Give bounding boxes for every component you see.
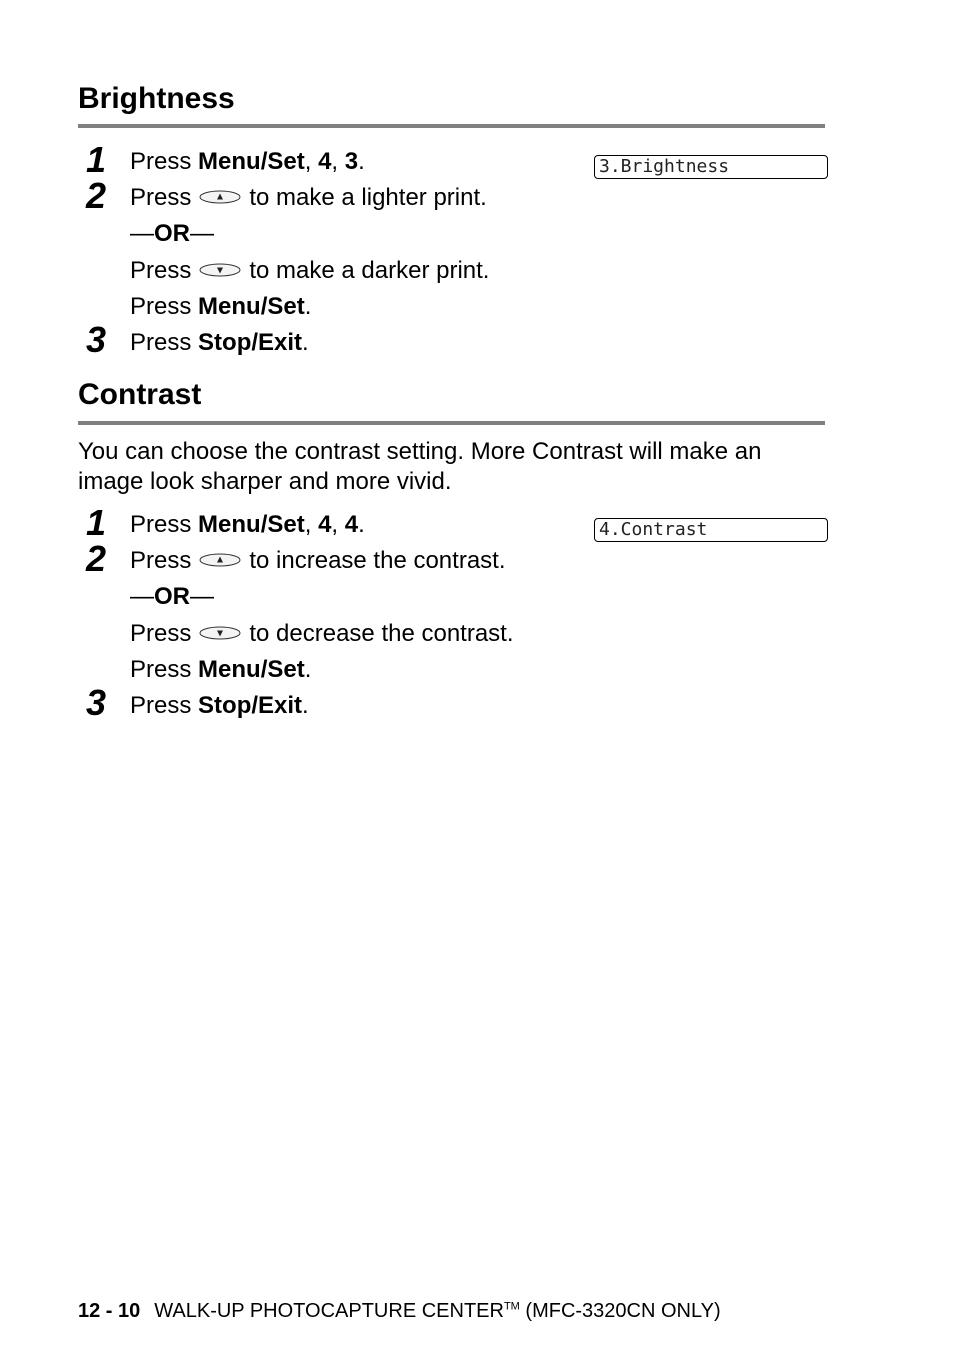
or-divider: —OR—: [130, 220, 214, 247]
footer-title: WALK-UP PHOTOCAPTURE CENTER: [154, 1300, 504, 1322]
step-number: 1: [86, 502, 107, 543]
up-arrow-key-icon: [199, 190, 241, 204]
step-3-text: Press Stop/Exit.: [130, 692, 309, 719]
step-number: 3: [86, 319, 107, 360]
step-2-confirm-text: Press Menu/Set.: [130, 656, 312, 683]
section-title-contrast: Contrast: [78, 378, 202, 411]
section-rule: [78, 421, 825, 425]
step-2-alt-text: Press to decrease the contrast.: [130, 620, 514, 647]
step-number: 1: [86, 139, 107, 180]
trademark-mark: TM: [503, 1300, 520, 1313]
down-arrow-key-icon: [199, 263, 241, 277]
contrast-intro-paragraph: You can choose the contrast setting. More Contrast will make an image look sharper and more vivid.: [78, 438, 762, 495]
step-2-alt-text: Press to make a darker print.: [130, 257, 490, 284]
section-rule: [78, 124, 825, 128]
lcd-display-brightness: 3.Brightness: [594, 155, 828, 179]
step-2-confirm-text: Press Menu/Set.: [130, 293, 312, 320]
step-1-text: Press Menu/Set, 4, 3.: [130, 148, 365, 175]
step-1-text: Press Menu/Set, 4, 4.: [130, 511, 365, 538]
step-2-text: Press to make a lighter print.: [130, 184, 487, 211]
footer-model: (MFC-3320CN ONLY): [525, 1300, 721, 1322]
step-number: 2: [86, 538, 107, 579]
down-arrow-key-icon: [199, 626, 241, 640]
step-number: 3: [86, 682, 107, 723]
step-3-text: Press Stop/Exit.: [130, 329, 309, 356]
up-arrow-key-icon: [199, 553, 241, 567]
page-number: 12 - 10: [78, 1300, 141, 1322]
or-divider: —OR—: [130, 583, 214, 610]
page-footer: [78, 1300, 721, 1323]
lcd-display-contrast: 4.Contrast: [594, 518, 828, 542]
section-title-brightness: Brightness: [78, 82, 235, 115]
step-2-text: Press to increase the contrast.: [130, 547, 506, 574]
step-number: 2: [86, 175, 107, 216]
